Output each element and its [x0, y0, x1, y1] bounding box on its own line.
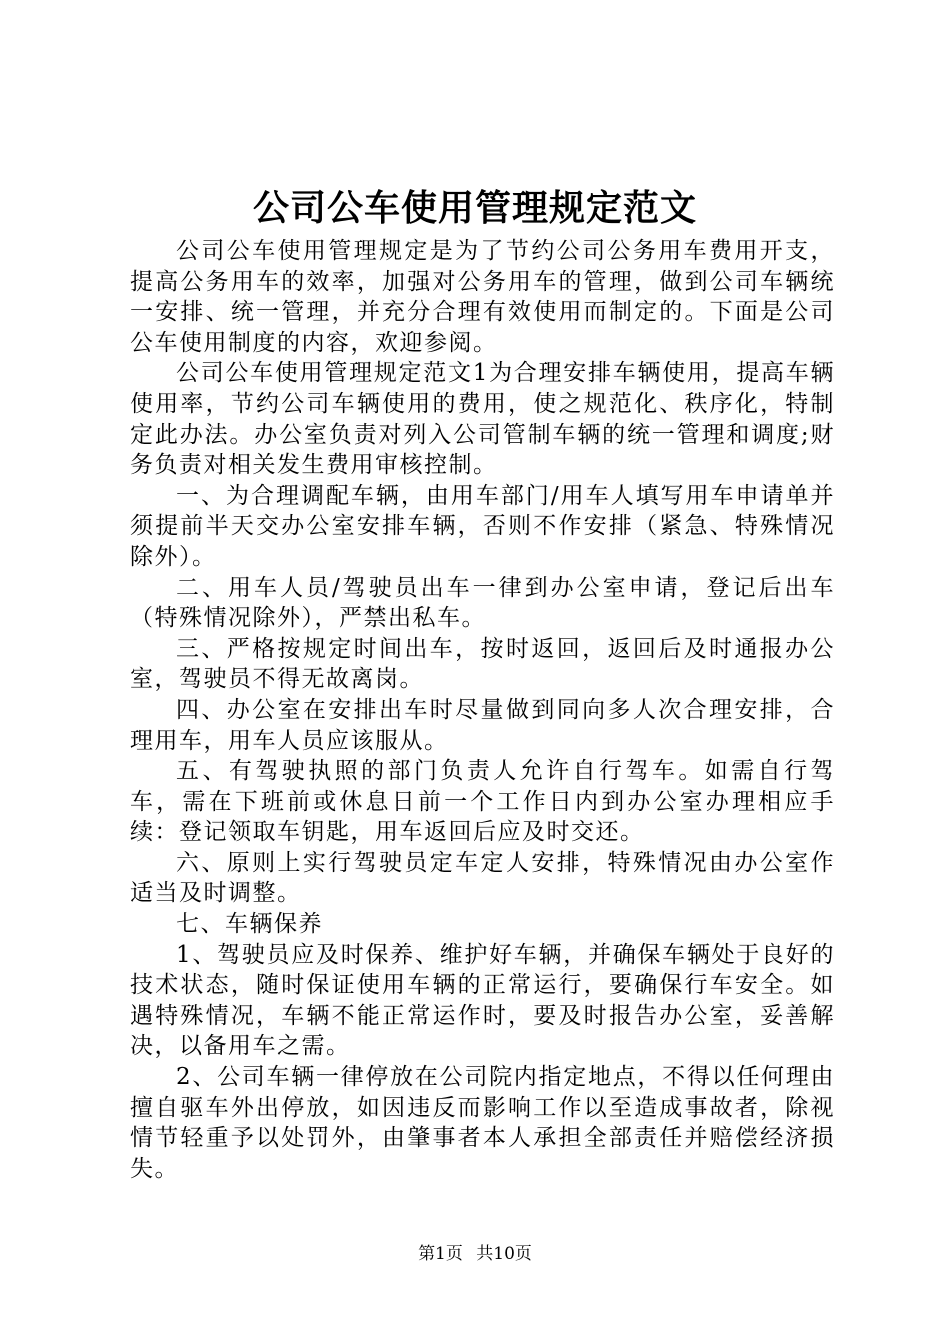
paragraph: 公司公车使用管理规定范文1为合理安排车辆使用，提高车辆使用率，节约公司车辆使用的费用，使之规范化、秩序化，特制定此办法。办公室负责对列入公司管制车辆的统一管理和调度;财务负责对相关发生费用审核控制。 [130, 360, 835, 479]
page-footer [0, 1242, 950, 1266]
paragraph: 一、为合理调配车辆，由用车部门/用车人填写用车申请单并须提前半天交办公室安排车辆，否则不作安排（紧急、特殊情况除外）。 [130, 482, 835, 570]
document-title: 公司公车使用管理规定范文 [252, 187, 697, 229]
page-total: 共10页 [476, 1244, 532, 1264]
paragraph: 三、严格按规定时间出车，按时返回，返回后及时通报办公室，驾驶员不得无故离岗。 [130, 635, 835, 693]
paragraph: 六、原则上实行驾驶员定车定人安排，特殊情况由办公室作适当及时调整。 [130, 849, 835, 907]
paragraph: 二、用车人员/驾驶员出车一律到办公室申请，登记后出车（特殊情况除外），严禁出私车。 [130, 574, 835, 632]
paragraph: 五、有驾驶执照的部门负责人允许自行驾车。如需自行驾车，需在下班前或休息日前一个工作日内到办公室办理相应手续：登记领取车钥匙，用车返回后应及时交还。 [130, 758, 835, 846]
paragraph: 1、驾驶员应及时保养、维护好车辆，并确保车辆处于良好的技术状态，随时保证使用车辆的正常运行，要确保行车安全。如遇特殊情况，车辆不能正常运作时，要及时报告办公室，妥善解决，以备用车之需。 [130, 941, 835, 1060]
document-body [130, 236, 835, 1184]
page-number: 第1页 [418, 1244, 463, 1264]
paragraph: 公司公车使用管理规定是为了节约公司公务用车费用开支，提高公务用车的效率，加强对公务用车的管理，做到公司车辆统一安排、统一管理，并充分合理有效使用而制定的。下面是公司公车使用制度的内容，欢迎参阅。 [130, 238, 835, 356]
paragraph: 2、公司车辆一律停放在公司院内指定地点，不得以任何理由擅自驱车外出停放，如因违反而影响工作以至造成事故者，除视情节轻重予以处罚外，由肇事者本人承担全部责任并赔偿经济损失。 [130, 1064, 835, 1182]
section-heading: 七、车辆保养 [176, 911, 323, 938]
paragraph: 四、办公室在安排出车时尽量做到同向多人次合理安排，合理用车，用车人员应该服从。 [130, 696, 835, 754]
